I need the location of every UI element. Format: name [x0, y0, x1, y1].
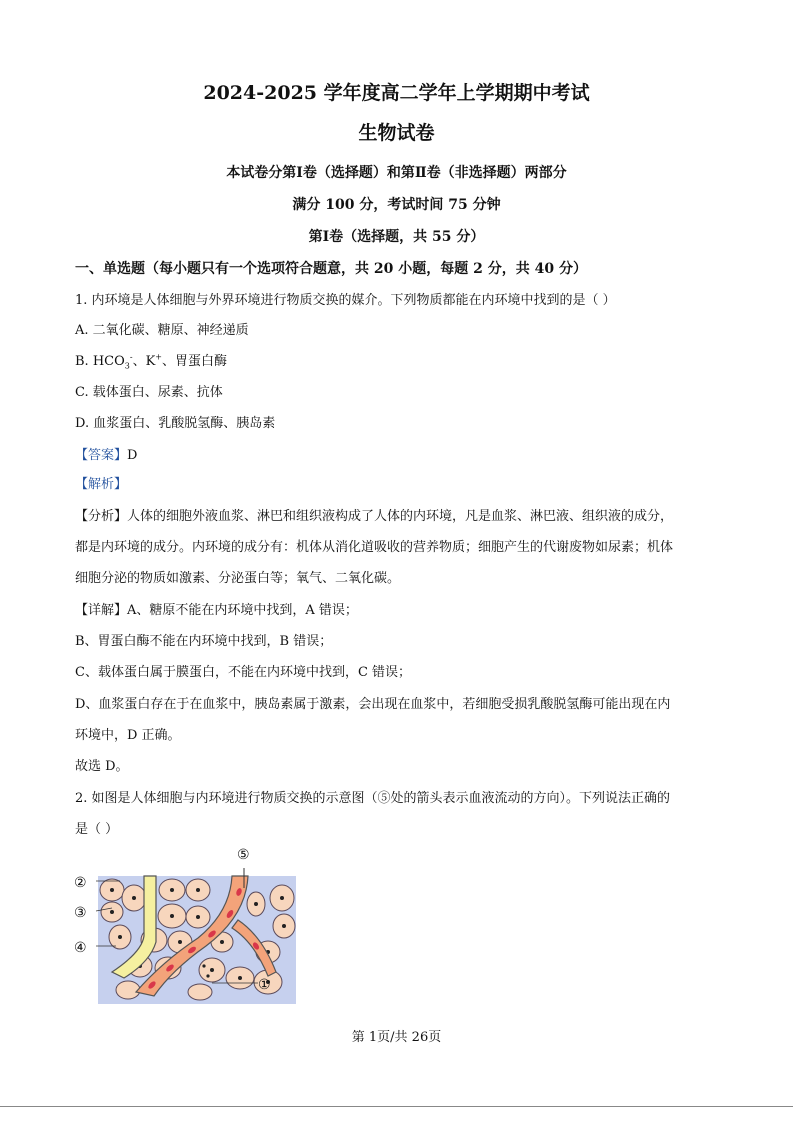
q1-option-b-sup1: -	[129, 352, 133, 362]
section-heading: 一、单选题（每小题只有一个选项符合题意，共 20 小题，每题 2 分，共 40 分）	[75, 261, 587, 277]
detail-line-1: 【详解】A、糖原不能在内环境中找到，A 错误；	[75, 603, 358, 618]
analysis-line-2: 都是内环境的成分。内环境的成分有：机体从消化道吸收的营养物质；细胞产生的代谢废物如尿素；机体	[75, 540, 674, 555]
detail-line-2: B、胃蛋白酶不能在内环境中找到，B 错误；	[75, 634, 333, 649]
label-3: ③	[74, 905, 87, 921]
q1-option-b-prefix: B. HCO	[75, 354, 125, 369]
q1-answer	[75, 444, 718, 463]
q1-option-b	[75, 350, 718, 371]
q1-option-b-sub: 3	[124, 361, 130, 371]
q1-stem: 1. 内环境是人体细胞与外界环境进行物质交换的媒介。下列物质都能在内环境中找到的是（ ）	[75, 293, 616, 308]
label-4: ④	[74, 940, 87, 956]
subject-title: 生物试卷	[358, 122, 435, 144]
q1-option-b-sup2: +	[155, 352, 162, 362]
q1-option-a: A. 二氧化碳、糖原、神经递质	[75, 323, 249, 338]
tissue-exchange-diagram	[72, 842, 302, 1006]
bottom-divider	[0, 1106, 793, 1107]
q1-conclusion: 故选 D。	[75, 759, 129, 774]
volume-heading: 第Ⅰ卷（选择题，共 55 分）	[308, 229, 485, 245]
detail-line-4: D、血浆蛋白存在于在血浆中，胰岛素属于激素，会出现在血浆中，若细胞受损乳酸脱氢酶可能出现在内	[75, 697, 671, 712]
label-5: ⑤	[237, 847, 250, 863]
analysis-tag: 【解析】	[75, 477, 128, 492]
label-2: ②	[74, 875, 87, 891]
detail-line-3: C、载体蛋白属于膜蛋白，不能在内环境中找到，C 错误；	[75, 665, 412, 680]
q1-option-d: D. 血浆蛋白、乳酸脱氢酶、胰岛素	[75, 416, 276, 431]
answer-value: D	[127, 448, 138, 463]
exam-note-score: 满分 100 分，考试时间 75 分钟	[292, 197, 501, 213]
exam-title: 2024-2025 学年度高二学年上学期期中考试	[203, 82, 590, 104]
q1-option-c: C. 载体蛋白、尿素、抗体	[75, 385, 223, 400]
answer-tag: 【答案】	[75, 448, 128, 463]
detail-line-5: 环境中，D 正确。	[75, 728, 181, 743]
q1-option-b-rest: 、胃蛋白酶	[161, 354, 227, 369]
label-1: ①	[258, 977, 271, 993]
q2-stem-line-2: 是（ ）	[75, 822, 119, 837]
q1-option-b-mid: 、K	[132, 354, 156, 369]
q2-stem-line-1: 2. 如图是人体细胞与内环境进行物质交换的示意图（⑤处的箭头表示血液流动的方向）。下列说法正确的	[75, 791, 671, 806]
analysis-line-1: 【分析】人体的细胞外液血浆、淋巴和组织液构成了人体的内环境，凡是血浆、淋巴液、组织液的成分，	[75, 509, 674, 524]
exam-note-parts: 本试卷分第Ⅰ卷（选择题）和第Ⅱ卷（非选择题）两部分	[226, 165, 567, 181]
analysis-line-3: 细胞分泌的物质如激素、分泌蛋白等；氧气、二氧化碳。	[75, 571, 401, 586]
page-footer: 第 1页/共 26页	[351, 1030, 442, 1045]
